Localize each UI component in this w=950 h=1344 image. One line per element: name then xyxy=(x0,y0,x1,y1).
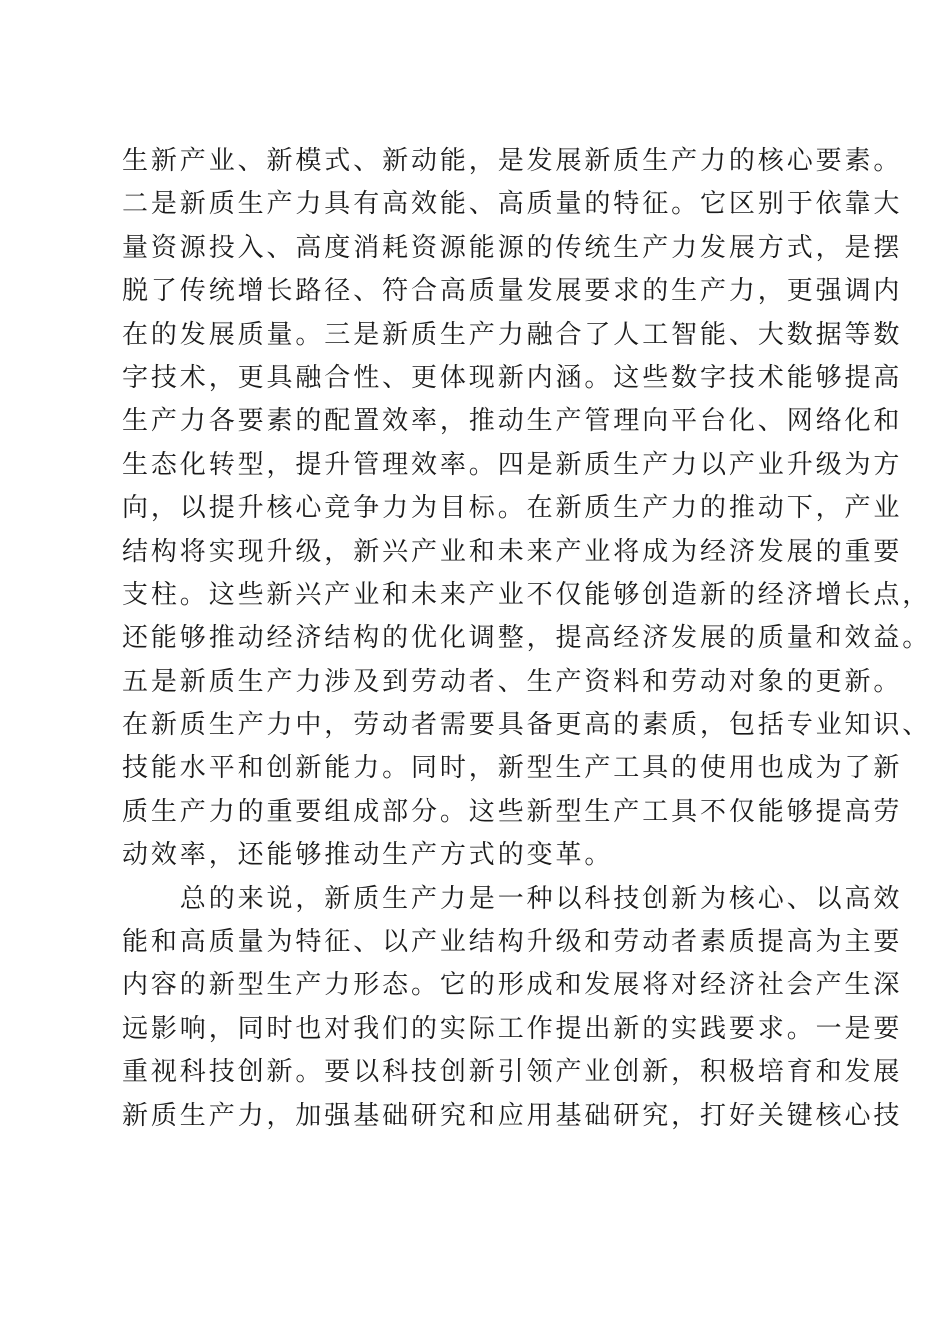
text-line: 支柱。这些新兴产业和未来产业不仅能够创造新的经济增长点， xyxy=(122,579,932,610)
text-line: 技能水平和创新能力。同时，新型生产工具的使用也成为了新 xyxy=(122,753,903,784)
text-line: 二是新质生产力具有高效能、高质量的特征。它区别于依靠大 xyxy=(122,189,903,220)
text-line: 内容的新型生产力形态。它的形成和发展将对经济社会产生深 xyxy=(122,970,903,1001)
text-line: 五是新质生产力涉及到劳动者、生产资料和劳动对象的更新。 xyxy=(122,666,903,697)
text-line: 生态化转型，提升管理效率。四是新质生产力以产业升级为方 xyxy=(122,449,903,480)
text-line: 脱了传统增长路径、符合高质量发展要求的生产力，更强调内 xyxy=(122,276,903,307)
text-line: 在的发展质量。三是新质生产力融合了人工智能、大数据等数 xyxy=(122,319,903,350)
text-line: 质生产力的重要组成部分。这些新型生产工具不仅能够提高劳 xyxy=(122,796,903,827)
text-line: 总的来说，新质生产力是一种以科技创新为核心、以高效 xyxy=(122,883,903,914)
text-line: 字技术，更具融合性、更体现新内涵。这些数字技术能够提高 xyxy=(122,362,903,393)
text-line: 在新质生产力中，劳动者需要具备更高的素质，包括专业知识、 xyxy=(122,710,932,741)
body-text xyxy=(122,140,932,1138)
text-line: 量资源投入、高度消耗资源能源的传统生产力发展方式，是摆 xyxy=(122,232,903,263)
text-line: 结构将实现升级，新兴产业和未来产业将成为经济发展的重要 xyxy=(122,536,903,567)
text-line: 向，以提升核心竞争力为目标。在新质生产力的推动下，产业 xyxy=(122,493,903,524)
text-line: 生新产业、新模式、新动能，是发展新质生产力的核心要素。 xyxy=(122,146,903,176)
text-line: 还能够推动经济结构的优化调整，提高经济发展的质量和效益。 xyxy=(122,623,932,654)
text-line: 新质生产力，加强基础研究和应用基础研究，打好关键核心技 xyxy=(122,1100,903,1131)
text-line: 动效率，还能够推动生产方式的变革。 xyxy=(122,840,614,871)
text-line: 生产力各要素的配置效率，推动生产管理向平台化、网络化和 xyxy=(122,406,903,437)
text-line: 远影响，同时也对我们的实际工作提出新的实践要求。一是要 xyxy=(122,1013,903,1044)
text-line: 重视科技创新。要以科技创新引领产业创新，积极培育和发展 xyxy=(122,1057,903,1088)
text-line: 能和高质量为特征、以产业结构升级和劳动者素质提高为主要 xyxy=(122,927,903,958)
